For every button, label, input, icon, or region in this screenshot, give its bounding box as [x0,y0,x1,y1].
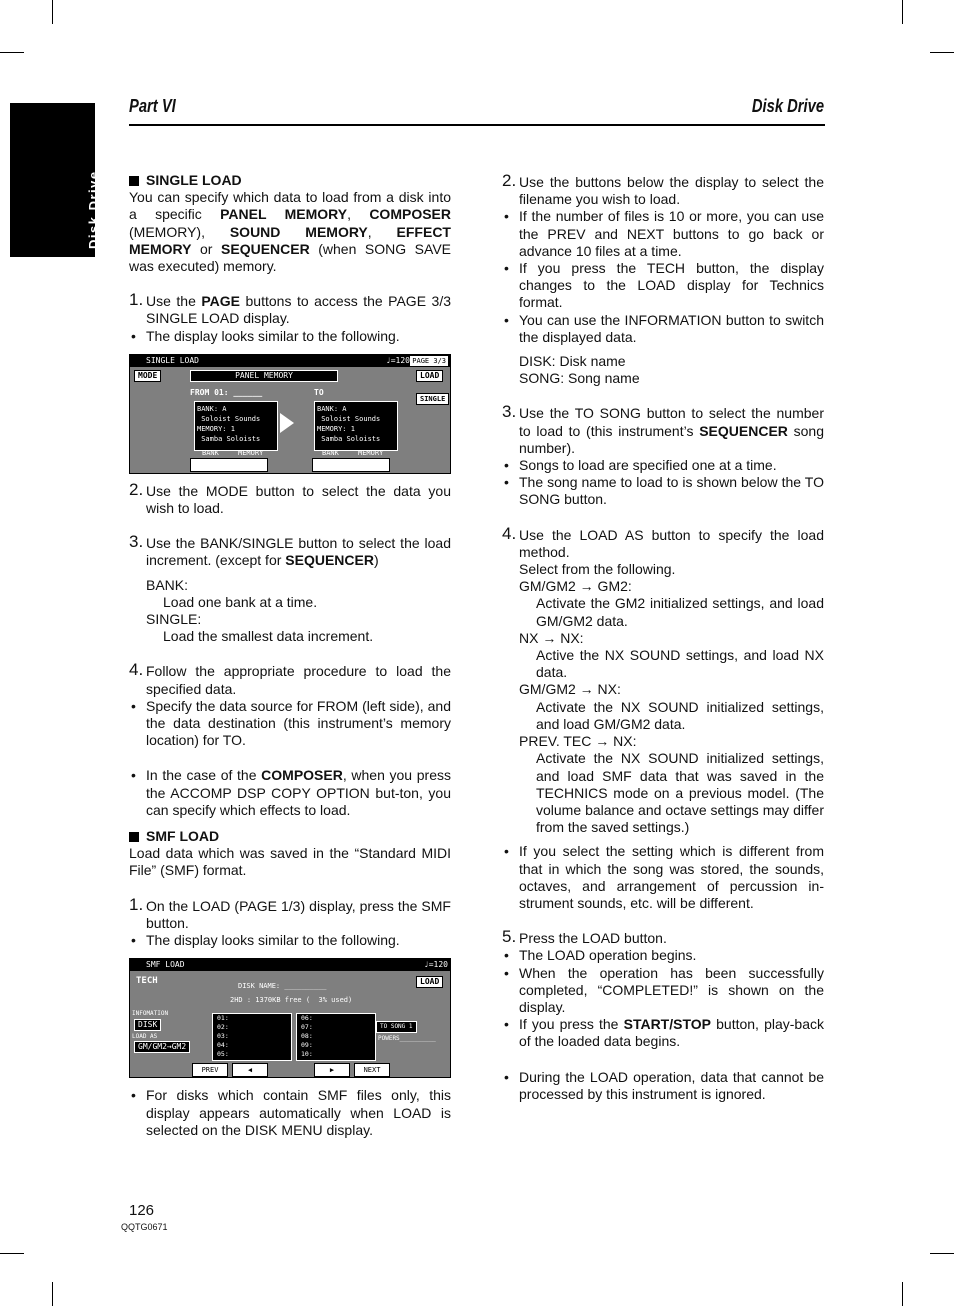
bullet: • You can use the INFORMATION button to switch the displayed data. [504,311,824,345]
step-4: 4. Follow the appropriate procedure to load the specified data. [129,660,451,697]
part-label: Part VI [129,96,176,116]
single-load-intro: You can specify which data to load from a disk into a specific PANEL MEMORY, COMPOSER (MEMORY), SOUND MEMORY, EFFECT MEMORY or SEQUENCER (when SONG SAVE was executed) memory. [129,189,451,275]
crop-mark [0,52,24,53]
mode-button[interactable]: MODE [134,370,161,382]
header-rule [129,124,825,126]
load-as-label: LOAD AS [132,1033,158,1041]
bullet: • The LOAD operation begins. [504,947,697,964]
step-3: 3. Use the TO SONG button to select the number to load to (this instrument’s SEQUENCER song number). [502,402,825,456]
bank-option: BANK: [146,576,189,593]
display-title-bar: SMF LOAD ♩=120 [130,959,450,971]
bullet: • Specify the data source for FROM (left side), and the data destination (this instrument’s memory location) for TO. [131,697,451,749]
load-button[interactable]: LOAD [416,976,443,988]
smf-load-display [129,958,451,1078]
to-label: TO [314,387,324,397]
option-label: NX → NX: [519,629,584,646]
file-list-left[interactable]: 01: 02: 03: 04: 05: [212,1013,292,1061]
crop-mark [52,0,53,24]
next-button[interactable]: NEXT [354,1063,390,1077]
to-bank-buttons[interactable] [312,458,390,472]
bullet: • During the LOAD operation, data that cannot be processed by this instrument is ignored. [504,1068,824,1102]
section-heading [129,172,451,189]
bullet: • Songs to load are specified one at a time. [504,457,777,474]
panel-memory-field[interactable]: PANEL MEMORY [190,370,338,382]
crop-mark [930,52,954,53]
option-desc: Activate the NX SOUND initialized settings, and load GM/GM2 data. [536,698,824,732]
bullet: • For disks which contain SMF files only, this display appears automatically when LOAD is selected on the DISK MENU display. [131,1087,451,1138]
bullet: • When the operation has been successfully completed, “COMPLETED!” is shown on the display. [504,964,824,1015]
disk-button[interactable]: DISK [134,1019,161,1031]
single-desc: Load the smallest data increment. [163,628,374,645]
information-label: INFOMATION [132,1010,169,1018]
crop-mark [0,1253,24,1254]
step-5: 5. Press the LOAD button. [502,927,667,947]
memory-label: MEMORY [238,448,264,457]
option-label: GM/GM2 → NX: [519,681,621,698]
smf-intro: Load data which was saved in the “Standard MIDI File” (SMF) format. [129,845,451,879]
memory-label: MEMORY [358,448,384,457]
square-bullet-icon [129,832,139,842]
disk-line: DISK: Disk name [519,353,626,370]
bank-label: BANK [322,448,339,457]
bullet: • In the case of the COMPOSER, when you press the ACCOMP DSP COPY OPTION but-ton, you can specify which effects to load. [131,767,451,818]
load-as-button[interactable]: GM/GM2→GM2 [134,1041,190,1053]
load-button[interactable]: LOAD [416,370,443,382]
single-load-display [129,354,451,474]
to-song-button[interactable]: TO SONG 1 [376,1021,417,1033]
disk-name-field: DISK NAME: __________ [238,982,327,991]
from-field: FROM 01: ______ [190,387,263,397]
bank-label: BANK [202,448,219,457]
display-title-bar: SINGLE LOAD ♩=120 PAGE 3/3 [130,355,450,367]
side-tab-label: Disk Drive [86,170,101,249]
page-number: 126 [129,1202,155,1219]
bullet: • If you press the TECH button, the display changes to the LOAD display for Technics format. [504,260,824,311]
bullet: • If you press the START/STOP button, play-back of the loaded data begins. [504,1016,825,1050]
bullet: • If you select the setting which is different from that in which the song was stored, the sounds, octaves, and arrangement of percussion in-strument sounds, etc. will be different. [504,843,824,911]
step-2: 2. Use the buttons below the display to select the filename you wish to load. [502,171,824,208]
option-label: GM/GM2 → GM2: [519,578,632,595]
left-column [129,172,451,1139]
crop-mark [930,1253,954,1254]
step-3: 3. Use the BANK/SINGLE button to select the load increment. (except for SEQUENCER) [129,532,451,569]
bullet: • The display looks similar to the following. [131,932,400,949]
select-line: Select from the following. [519,561,676,578]
smf-step-1: 1. On the LOAD (PAGE 1/3) display, press the SMF button. [129,894,451,931]
bullet: • The song name to load to is shown below the TO SONG button. [504,474,824,508]
tech-button[interactable]: TECH [136,976,158,987]
prev-button[interactable]: PREV [192,1063,228,1077]
single-button[interactable]: SINGLE [416,393,449,405]
step-2: 2. Use the MODE button to select the data you wish to load. [129,479,451,517]
single-load-heading: SINGLE LOAD [146,172,242,188]
disk-free-info: 2HD : 1370KB free ( 3% used) [230,996,353,1005]
crop-mark [902,0,903,24]
option-desc: Activate the NX SOUND initialized settings, and load SMF data that was saved in the TECHNICS mode on a previous model. (The volume balance and octave settings may differ from the saved settings.) [536,750,824,836]
option-desc: Active the NX SOUND settings, and load NX data. [536,647,824,681]
to-box: BANK: A Soloist Sounds MEMORY: 1 Samba Soloists [314,401,398,451]
smf-load-heading: SMF LOAD [146,828,220,845]
bank-buttons[interactable] [190,458,268,472]
step-4: 4. Use the LOAD AS button to specify the load method. [502,523,824,560]
page-right-button[interactable]: ▶ [314,1063,350,1077]
crop-mark [52,1282,53,1306]
bank-desc: Load one bank at a time. [163,593,318,610]
file-list-right[interactable]: 06: 07: 08: 09: 10: [296,1013,376,1061]
page-title: Disk Drive [751,96,824,116]
arrow-right-icon [280,413,294,433]
page-left-button[interactable]: ◀ [232,1063,268,1077]
document-code: QQTG0671 [121,1222,168,1232]
option-desc: Activate the GM2 initialized settings, and load GM/GM2 data. [536,595,824,629]
step-1: 1. Use the PAGE buttons to access the PAGE 3/3 SINGLE LOAD display. [129,290,451,327]
bullet: • The display looks similar to the following. [131,327,400,344]
from-box: BANK: A Soloist Sounds MEMORY: 1 Samba Soloists [194,401,278,451]
option-label: PREV. TEC → NX: [519,733,637,750]
song-name-field: POWERS__________ [378,1035,436,1043]
crop-mark [902,1282,903,1306]
right-column [502,171,825,1103]
square-bullet-icon [129,176,139,186]
song-line: SONG: Song name [519,370,640,387]
section-heading [129,828,451,845]
single-option: SINGLE: [146,611,202,628]
side-tab [10,103,101,257]
bullet: • If the number of files is 10 or more, you can use the PREV and NEXT buttons to go back or advance 10 files at a time. [504,208,824,259]
